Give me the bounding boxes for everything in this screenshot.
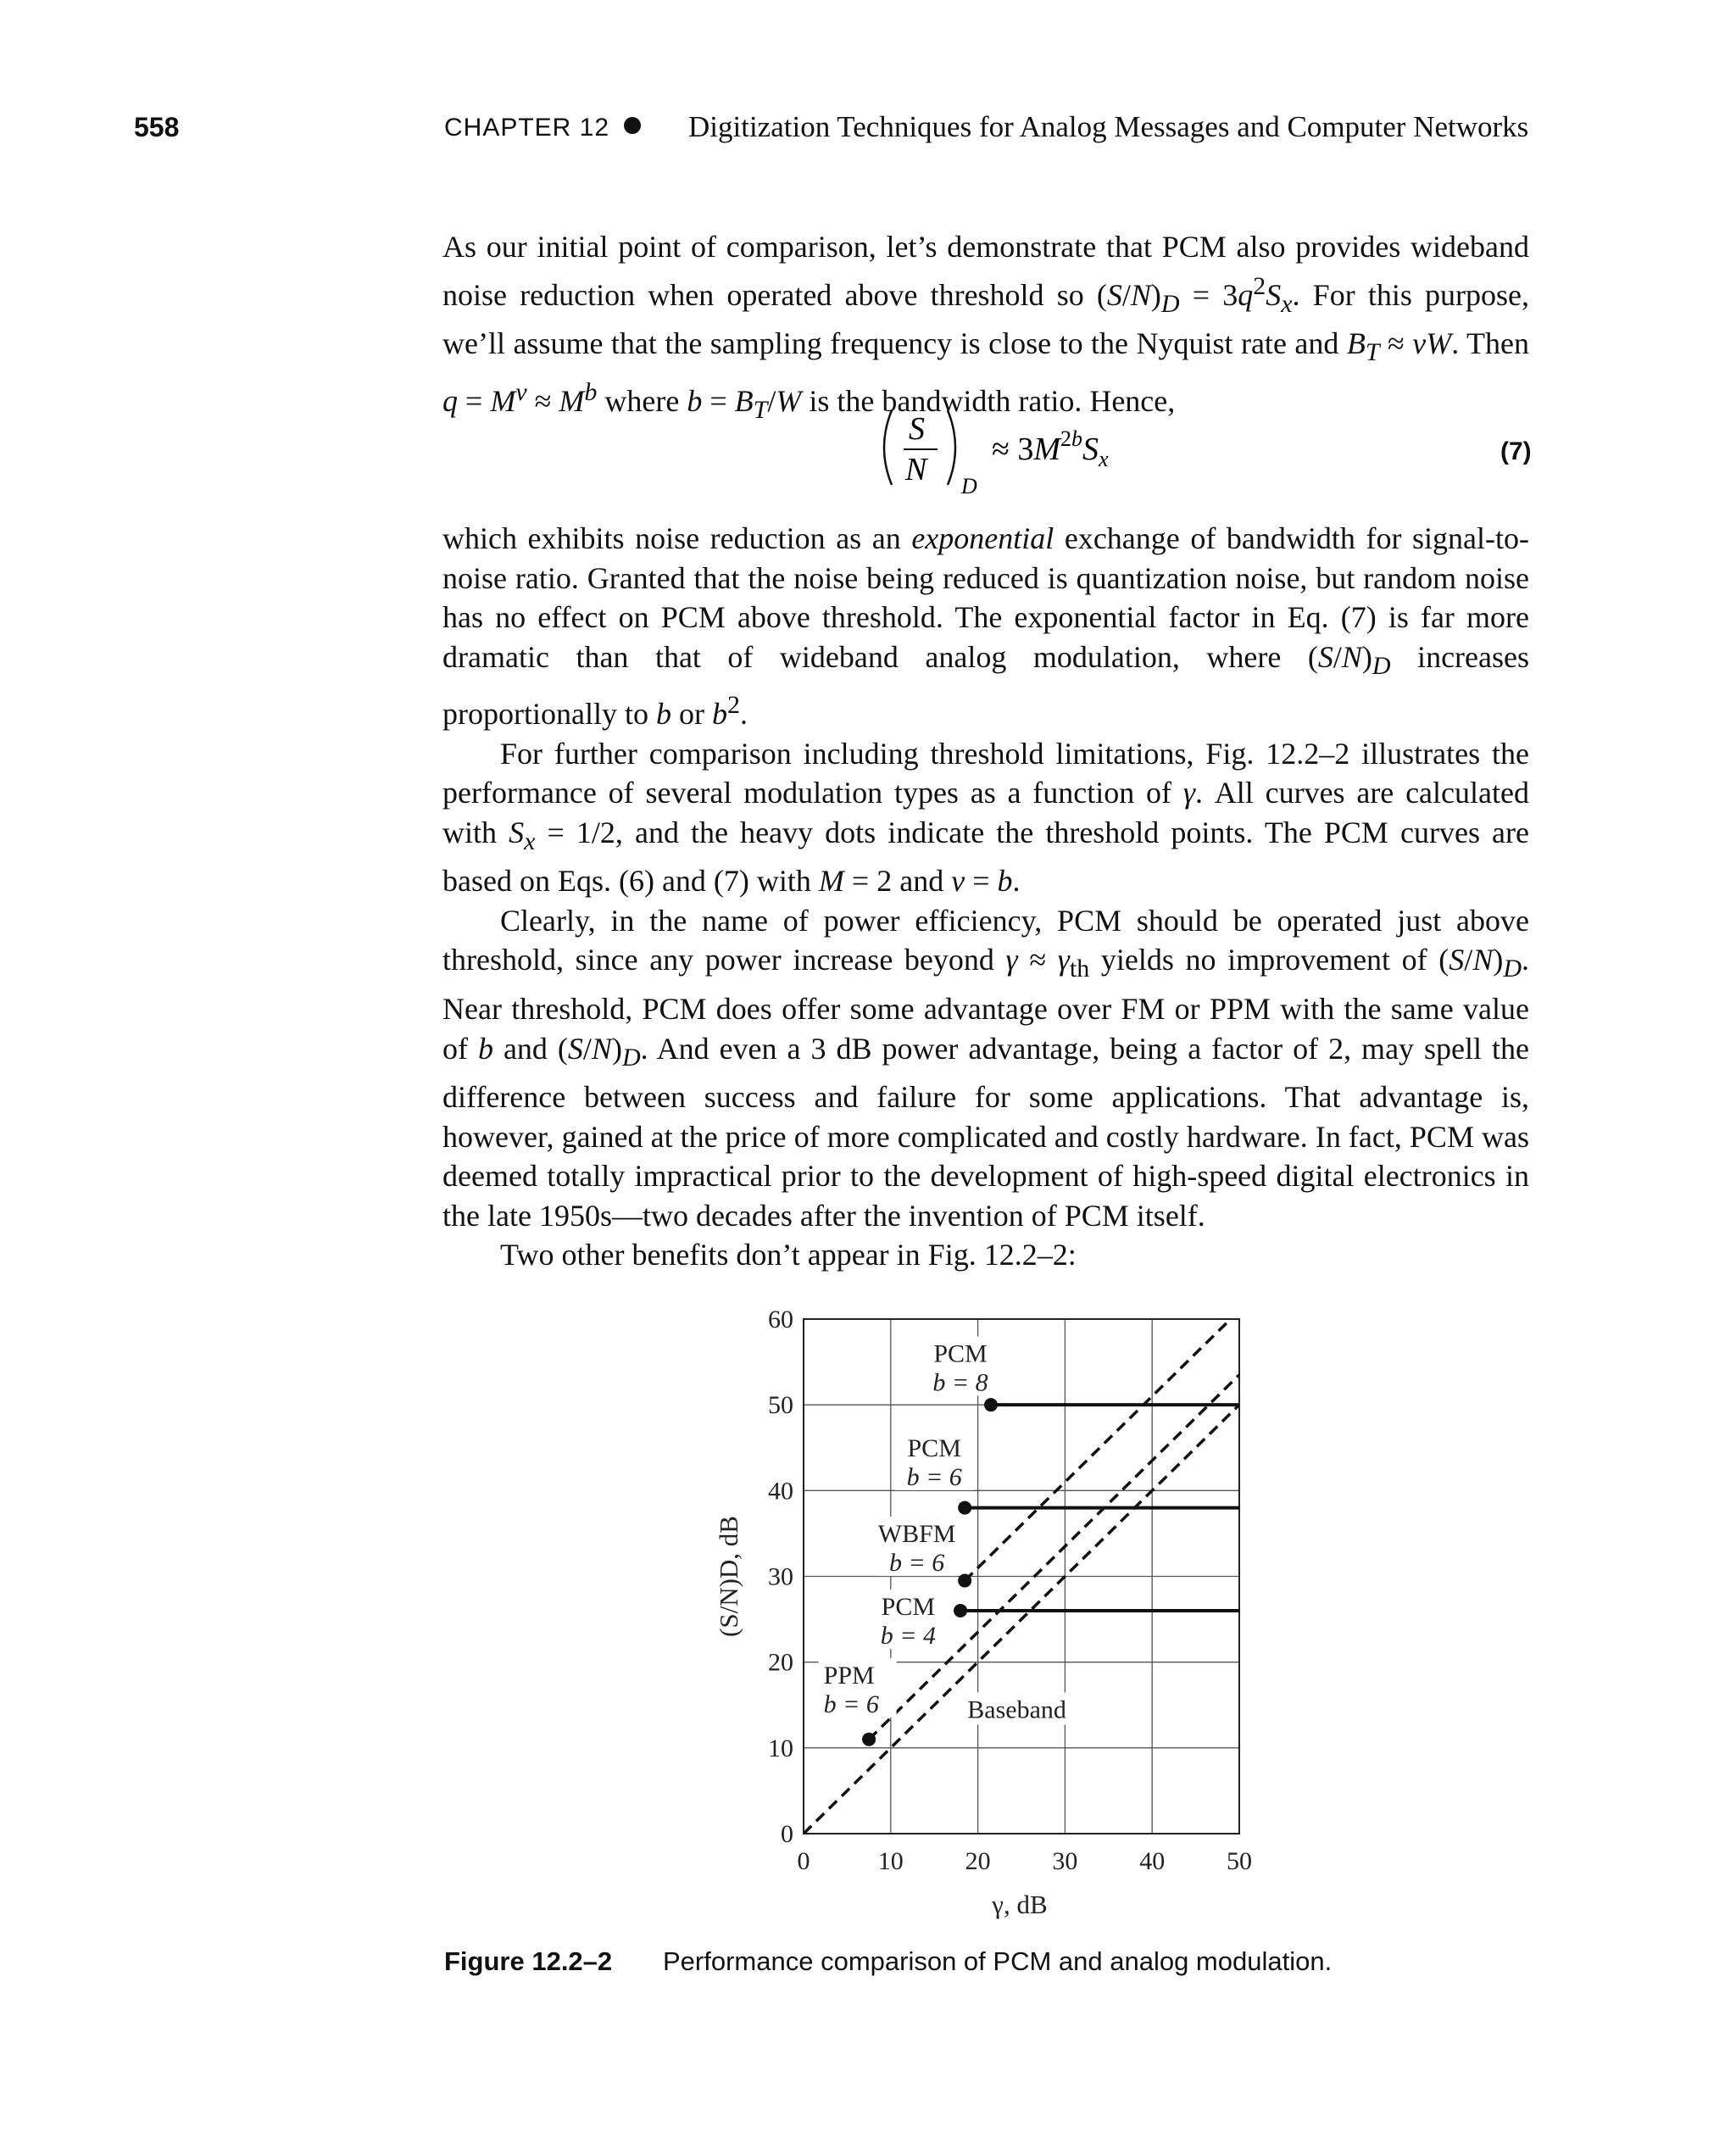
threshold-point (958, 1501, 971, 1515)
annotation-sublabel: b = 6 (906, 1462, 962, 1491)
x-tick-label: 10 (877, 1847, 904, 1875)
y-axis-label: (S/N)D, dB (714, 1516, 743, 1637)
x-tick-label: 50 (1227, 1847, 1252, 1875)
annotation-sublabel: b = 8 (932, 1368, 988, 1397)
y-tick-label: 30 (768, 1562, 793, 1591)
annotation-label: PCM (881, 1593, 936, 1622)
performance-chart (0, 1289, 1736, 1919)
annotation-sublabel: b = 6 (889, 1549, 945, 1578)
equation-number: (7) (1500, 437, 1532, 465)
annotation-label: PPM (823, 1661, 875, 1690)
x-axis-label: γ, dB (992, 1890, 1048, 1919)
annotation-sublabel: b = 6 (823, 1690, 879, 1718)
chapter-label: CHAPTER 12 (444, 114, 610, 142)
y-tick-label: 50 (768, 1391, 793, 1420)
x-tick-label: 30 (1052, 1847, 1078, 1875)
svg-text:D: D (961, 474, 977, 498)
svg-text:≈ 3M2bSx: ≈ $3M^{2b}S_x$ (992, 426, 1109, 471)
figure-label: Figure 12.2–2 (444, 1946, 613, 1976)
paragraph-discussion: which exhibits noise reduction as an exponential exchange of bandwidth for signal-to-noise ratio. Granted that the noise being reduced is quantization noise, but random noise has no effect on PCM above threshold. The exponential factor in Eq. (7) is far more dramatic than that of wideband analog modulation, where $(S/N)_D$ increases proportionally to b or $b^2$. For further comparison including threshold limitations, Fig. 12.2–2 illustrates the performance of several modulation types as a function of γ. All curves are calculated with $S_x = 1/2$, and the heavy dots indicate the threshold points. The PCM curves are based on Eqs. (6) and (7) with M = 2 and ν = b. Clearly, in the name of power efficiency, PCM should be operated just above threshold, since any power increase beyond $\gamma \approx \gamma_{th}$ yields no improvement of $(S/N)_D$. Near threshold, PCM does offer some advantage over FM or PPM with the same value of b and $(S/N)_D$. And even a 3 dB power advantage, being a factor of 2, may spell the difference between success and failure for some applications. That advantage is, however, gained at the price of more complicated and costly hardware. In fact, PCM was deemed totally impractical prior to the development of high-speed digital electronics in the late 1950s—two decades after the invention of PCM itself. Two other benefits don’t appear in Fig. 12.2–2: (442, 521, 1529, 1272)
y-tick-label: 40 (768, 1477, 793, 1506)
x-tick-label: 40 (1139, 1847, 1166, 1875)
header-bullet-icon (624, 117, 641, 134)
threshold-point (862, 1733, 876, 1746)
annotation-sublabel: b = 4 (880, 1622, 936, 1651)
y-tick-label: 20 (768, 1648, 793, 1677)
figure-caption: Performance comparison of PCM and analog modulation. (663, 1946, 1333, 1976)
chapter-title: Digitization Techniques for Analog Messages and Computer Networks (688, 110, 1529, 143)
equation-7 (873, 405, 1153, 507)
threshold-point (984, 1398, 998, 1411)
page-number: 558 (134, 112, 180, 142)
threshold-point (954, 1604, 967, 1617)
annotation-label: WBFM (877, 1520, 956, 1549)
annotation-label: Baseband (967, 1695, 1066, 1724)
threshold-point (958, 1574, 971, 1588)
annotation-label: PCM (933, 1339, 988, 1368)
y-tick-label: 0 (781, 1820, 793, 1848)
x-tick-label: 0 (797, 1847, 810, 1875)
svg-text:N: N (905, 452, 927, 487)
y-tick-label: 10 (768, 1734, 793, 1762)
annotation-label: PCM (907, 1434, 961, 1462)
x-tick-label: 20 (965, 1847, 991, 1875)
series-line (804, 1405, 1239, 1834)
paragraph-intro: As our initial point of comparison, let’s demonstrate that PCM also provides wideband noise reduction when operated above threshold so $(S/N)_D = 3q^2S_x$. For this purpose, we’ll assume that the sampling frequency is close to the Nyquist rate and $B_T \approx \nu W$. Then $q = M^\nu \approx M^b$ where $b = B_T/W$ is the bandwidth ratio. Hence, (442, 230, 1529, 425)
svg-text:S: S (909, 411, 925, 447)
y-tick-label: 60 (768, 1306, 793, 1333)
